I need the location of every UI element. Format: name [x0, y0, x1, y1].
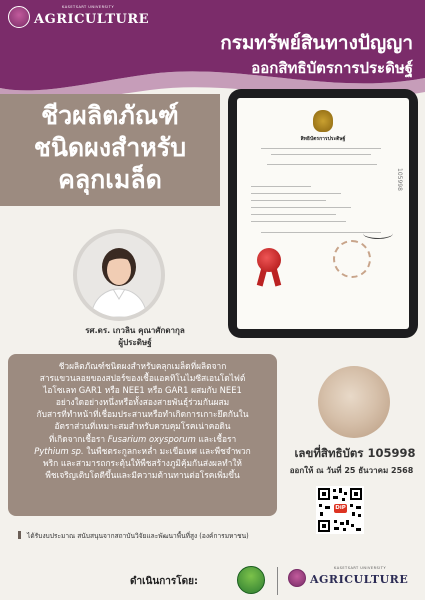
announcement-title: ออกสิทธิบัตรการประดิษฐ์	[251, 59, 413, 77]
garuda-emblem-icon	[313, 110, 333, 132]
description-line: ชีวผลิตภัณฑ์ชนิดผงสำหรับคลุกเมล็ดที่ผลิตจาก	[58, 361, 227, 371]
qr-badge-label: DiP	[335, 505, 346, 511]
logo-subtitle: KASETSART UNIVERSITY	[334, 566, 387, 570]
inventor-photo	[73, 229, 165, 321]
description-line: พริก และสามารถกระตุ้นให้พืชสร้างภูมิคุ้มกันส่งผลทำให้	[43, 457, 242, 468]
inventor-name: รศ.ดร. เกวลิน คุณาศักดากุล	[85, 326, 185, 335]
agriculture-logo-footer	[288, 568, 408, 587]
qr-code[interactable]	[316, 486, 364, 534]
description-line: Pythium sp. ในพืชตระกูลกะหล่ำ มะเขือเทศ และพืชจำพวก	[34, 445, 251, 456]
description-line: ที่เกิดจากเชื้อรา Fusarium oxysporum และเชื้อรา	[48, 433, 237, 444]
logo-subtitle: KASETSART UNIVERSITY	[62, 4, 115, 9]
description-line: พืชเจริญเติบโตดีขึ้นและมีความต้านทานต่อโรคเพิ่มขึ้น	[45, 469, 240, 480]
description-line: สารแขวนลอยของสปอร์ของเชื้อแอคทิโนไมซีสเอนโดไฟต์	[39, 373, 246, 384]
product-title-line-1: ชีวผลิตภัณฑ์	[41, 101, 179, 130]
official-stamp	[333, 240, 371, 278]
description-line: อัตราส่วนที่เหมาะสมสำหรับควบคุมโรคเน่าคอดิน	[54, 421, 231, 432]
person-icon	[77, 233, 161, 317]
product-title-box	[0, 94, 220, 206]
agriculture-logo	[8, 6, 149, 28]
patent-number: เลขที่สิทธิบัตร 105998	[294, 446, 416, 460]
certificate-vertical-number: 105998	[396, 168, 403, 191]
signature-mark	[363, 228, 393, 239]
highland-institute-logo-icon	[237, 566, 265, 594]
patent-certificate-image	[237, 98, 409, 329]
description-line: อย่างใดอย่างหนึ่งหรือทั้งสองสายพันธุ์ร่วมกันผสม	[55, 397, 230, 408]
footer-divider	[277, 567, 278, 595]
operated-by-label: ดำเนินการโดย:	[130, 576, 198, 587]
issue-date: ออกให้ ณ วันที่ 25 ธันวาคม 2568	[289, 466, 414, 475]
fusarium-species-name: Fusarium oxysporum	[107, 433, 196, 444]
logo-wordmark: AGRICULTURE	[310, 573, 409, 586]
red-wax-seal-icon	[257, 248, 281, 272]
pythium-species-name: Pythium sp.	[34, 445, 84, 456]
product-title-line-2: ชนิดผงสำหรับ	[33, 133, 187, 162]
funding-note	[18, 530, 308, 541]
funding-bar-icon	[18, 531, 21, 539]
description-box	[8, 354, 277, 516]
inventor-role: ผู้ประดิษฐ์	[118, 338, 152, 347]
product-title-line-3: คลุกเมล็ด	[58, 165, 162, 194]
tablet-frame	[228, 89, 418, 338]
logo-wordmark: AGRICULTURE	[34, 11, 150, 27]
powder-sample-image	[318, 366, 390, 438]
description-line: ไอโซเลท GAR1 หรือ NEE1 หรือ GAR1 ผสมกับ NEE1	[43, 385, 242, 396]
university-seal-icon	[288, 569, 306, 587]
funding-text: ได้รับงบประมาณ สนับสนุนจากสถาบันวิจัยและพัฒนาพื้นที่สูง (องค์การมหาชน)	[27, 532, 249, 540]
description-line: กับสารที่ทำหน้าที่เชื่อมประสานหรือทำเกิดการเกาะยึดกันใน	[36, 409, 249, 420]
university-seal-icon	[8, 6, 30, 28]
certificate-title: สิทธิบัตรการประดิษฐ์	[300, 136, 346, 142]
department-title: กรมทรัพย์สินทางปัญญา	[220, 32, 413, 54]
